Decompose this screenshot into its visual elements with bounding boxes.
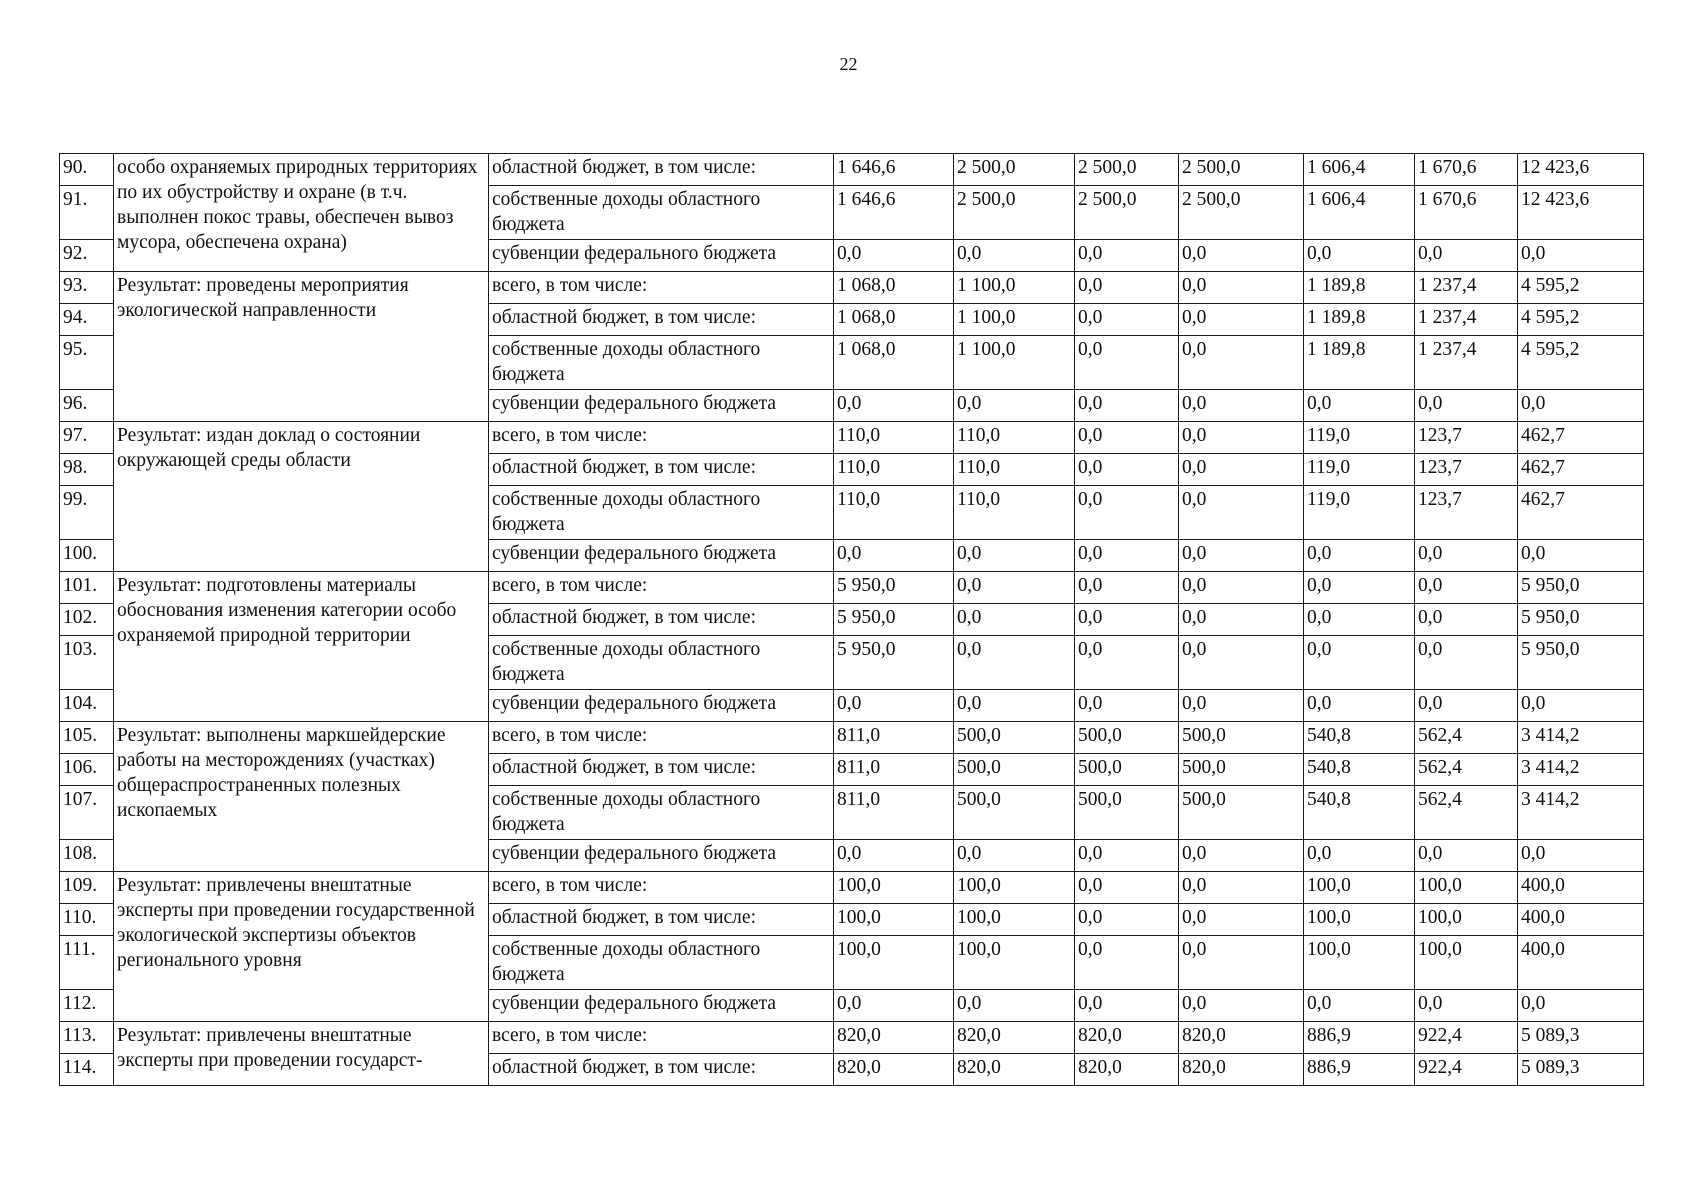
year-value: 500,0 bbox=[954, 754, 1075, 786]
row-number: 110. bbox=[60, 904, 114, 936]
table-row bbox=[60, 872, 1644, 904]
table-row bbox=[60, 422, 1644, 454]
row-number: 109. bbox=[60, 872, 114, 904]
year-value: 0,0 bbox=[1415, 390, 1518, 422]
year-value: 0,0 bbox=[1075, 454, 1179, 486]
year-value: 0,0 bbox=[1304, 540, 1415, 572]
funding-source: областной бюджет, в том числе: bbox=[489, 1054, 834, 1086]
year-value: 540,8 bbox=[1304, 786, 1415, 840]
year-value: 2 500,0 bbox=[1075, 154, 1179, 186]
year-value: 110,0 bbox=[834, 454, 954, 486]
year-value: 0,0 bbox=[834, 990, 954, 1022]
year-value: 110,0 bbox=[954, 422, 1075, 454]
year-value: 0,0 bbox=[1415, 572, 1518, 604]
year-value: 1 670,6 bbox=[1415, 186, 1518, 240]
row-number: 102. bbox=[60, 604, 114, 636]
year-value: 1 100,0 bbox=[954, 336, 1075, 390]
year-value: 811,0 bbox=[834, 722, 954, 754]
total-value: 0,0 bbox=[1518, 990, 1644, 1022]
total-value: 0,0 bbox=[1518, 240, 1644, 272]
year-value: 0,0 bbox=[1075, 240, 1179, 272]
funding-source: областной бюджет, в том числе: bbox=[489, 904, 834, 936]
year-value: 1 646,6 bbox=[834, 154, 954, 186]
year-value: 100,0 bbox=[954, 936, 1075, 990]
total-value: 462,7 bbox=[1518, 422, 1644, 454]
year-value: 0,0 bbox=[1304, 840, 1415, 872]
total-value: 4 595,2 bbox=[1518, 336, 1644, 390]
year-value: 100,0 bbox=[954, 872, 1075, 904]
total-value: 0,0 bbox=[1518, 840, 1644, 872]
total-value: 462,7 bbox=[1518, 454, 1644, 486]
year-value: 123,7 bbox=[1415, 486, 1518, 540]
total-value: 400,0 bbox=[1518, 904, 1644, 936]
year-value: 0,0 bbox=[1304, 572, 1415, 604]
year-value: 1 237,4 bbox=[1415, 272, 1518, 304]
year-value: 0,0 bbox=[1075, 422, 1179, 454]
year-value: 2 500,0 bbox=[954, 154, 1075, 186]
year-value: 0,0 bbox=[1075, 604, 1179, 636]
year-value: 0,0 bbox=[1075, 872, 1179, 904]
year-value: 540,8 bbox=[1304, 722, 1415, 754]
year-value: 0,0 bbox=[834, 690, 954, 722]
year-value: 119,0 bbox=[1304, 422, 1415, 454]
year-value: 0,0 bbox=[954, 540, 1075, 572]
row-number: 97. bbox=[60, 422, 114, 454]
total-value: 5 950,0 bbox=[1518, 572, 1644, 604]
year-value: 500,0 bbox=[1179, 786, 1304, 840]
funding-source: областной бюджет, в том числе: bbox=[489, 304, 834, 336]
year-value: 0,0 bbox=[1304, 636, 1415, 690]
year-value: 2 500,0 bbox=[954, 186, 1075, 240]
year-value: 0,0 bbox=[1075, 840, 1179, 872]
row-number: 103. bbox=[60, 636, 114, 690]
year-value: 100,0 bbox=[1415, 936, 1518, 990]
total-value: 4 595,2 bbox=[1518, 304, 1644, 336]
year-value: 0,0 bbox=[834, 840, 954, 872]
funding-source: субвенции федерального бюджета bbox=[489, 990, 834, 1022]
year-value: 0,0 bbox=[1415, 604, 1518, 636]
row-number: 98. bbox=[60, 454, 114, 486]
funding-source: собственные доходы областного бюджета bbox=[489, 336, 834, 390]
year-value: 0,0 bbox=[1075, 936, 1179, 990]
year-value: 0,0 bbox=[1075, 390, 1179, 422]
total-value: 0,0 bbox=[1518, 690, 1644, 722]
year-value: 922,4 bbox=[1415, 1022, 1518, 1054]
total-value: 12 423,6 bbox=[1518, 154, 1644, 186]
year-value: 820,0 bbox=[1179, 1022, 1304, 1054]
year-value: 500,0 bbox=[1179, 754, 1304, 786]
result-description: Результат: выполнены маркшейдерские работы на месторождениях (участках) общераспространенных полезных ископаемых bbox=[114, 722, 489, 872]
year-value: 123,7 bbox=[1415, 422, 1518, 454]
year-value: 811,0 bbox=[834, 786, 954, 840]
year-value: 820,0 bbox=[1075, 1022, 1179, 1054]
year-value: 0,0 bbox=[1415, 636, 1518, 690]
year-value: 500,0 bbox=[1075, 754, 1179, 786]
row-number: 113. bbox=[60, 1022, 114, 1054]
total-value: 5 089,3 bbox=[1518, 1022, 1644, 1054]
row-number: 101. bbox=[60, 572, 114, 604]
year-value: 0,0 bbox=[1179, 904, 1304, 936]
funding-source: областной бюджет, в том числе: bbox=[489, 454, 834, 486]
total-value: 3 414,2 bbox=[1518, 722, 1644, 754]
row-number: 99. bbox=[60, 486, 114, 540]
year-value: 0,0 bbox=[1075, 690, 1179, 722]
row-number: 106. bbox=[60, 754, 114, 786]
table-row bbox=[60, 154, 1644, 186]
year-value: 0,0 bbox=[1179, 454, 1304, 486]
row-number: 96. bbox=[60, 390, 114, 422]
year-value: 1 068,0 bbox=[834, 272, 954, 304]
row-number: 91. bbox=[60, 186, 114, 240]
year-value: 123,7 bbox=[1415, 454, 1518, 486]
year-value: 0,0 bbox=[954, 840, 1075, 872]
year-value: 0,0 bbox=[1075, 990, 1179, 1022]
year-value: 1 646,6 bbox=[834, 186, 954, 240]
total-value: 400,0 bbox=[1518, 936, 1644, 990]
year-value: 0,0 bbox=[1179, 636, 1304, 690]
year-value: 0,0 bbox=[1304, 390, 1415, 422]
year-value: 886,9 bbox=[1304, 1054, 1415, 1086]
year-value: 110,0 bbox=[954, 454, 1075, 486]
year-value: 100,0 bbox=[1304, 936, 1415, 990]
funding-source: собственные доходы областного бюджета bbox=[489, 486, 834, 540]
table-row bbox=[60, 572, 1644, 604]
row-number: 90. bbox=[60, 154, 114, 186]
year-value: 0,0 bbox=[1415, 840, 1518, 872]
result-description: Результат: проведены мероприятия экологической направленности bbox=[114, 272, 489, 422]
year-value: 119,0 bbox=[1304, 486, 1415, 540]
year-value: 1 189,8 bbox=[1304, 336, 1415, 390]
year-value: 100,0 bbox=[834, 936, 954, 990]
year-value: 110,0 bbox=[834, 486, 954, 540]
year-value: 0,0 bbox=[954, 636, 1075, 690]
year-value: 922,4 bbox=[1415, 1054, 1518, 1086]
row-number: 111. bbox=[60, 936, 114, 990]
year-value: 0,0 bbox=[1304, 604, 1415, 636]
year-value: 820,0 bbox=[834, 1054, 954, 1086]
year-value: 0,0 bbox=[1179, 572, 1304, 604]
year-value: 0,0 bbox=[1075, 904, 1179, 936]
year-value: 0,0 bbox=[1415, 690, 1518, 722]
total-value: 3 414,2 bbox=[1518, 786, 1644, 840]
year-value: 820,0 bbox=[954, 1022, 1075, 1054]
year-value: 1 606,4 bbox=[1304, 186, 1415, 240]
row-number: 105. bbox=[60, 722, 114, 754]
total-value: 400,0 bbox=[1518, 872, 1644, 904]
funding-source: всего, в том числе: bbox=[489, 872, 834, 904]
year-value: 100,0 bbox=[834, 872, 954, 904]
row-number: 104. bbox=[60, 690, 114, 722]
year-value: 0,0 bbox=[954, 604, 1075, 636]
year-value: 5 950,0 bbox=[834, 604, 954, 636]
year-value: 820,0 bbox=[834, 1022, 954, 1054]
year-value: 0,0 bbox=[1075, 272, 1179, 304]
year-value: 1 100,0 bbox=[954, 272, 1075, 304]
funding-source: всего, в том числе: bbox=[489, 572, 834, 604]
funding-source: областной бюджет, в том числе: bbox=[489, 154, 834, 186]
year-value: 100,0 bbox=[1415, 872, 1518, 904]
year-value: 500,0 bbox=[1075, 722, 1179, 754]
year-value: 0,0 bbox=[1304, 240, 1415, 272]
funding-source: собственные доходы областного бюджета bbox=[489, 786, 834, 840]
row-number: 92. bbox=[60, 240, 114, 272]
year-value: 500,0 bbox=[954, 722, 1075, 754]
year-value: 2 500,0 bbox=[1075, 186, 1179, 240]
year-value: 0,0 bbox=[954, 990, 1075, 1022]
year-value: 820,0 bbox=[1179, 1054, 1304, 1086]
page-number: 22 bbox=[839, 54, 858, 74]
table-row bbox=[60, 272, 1644, 304]
funding-source: собственные доходы областного бюджета bbox=[489, 186, 834, 240]
year-value: 820,0 bbox=[1075, 1054, 1179, 1086]
year-value: 0,0 bbox=[1304, 690, 1415, 722]
year-value: 0,0 bbox=[1179, 872, 1304, 904]
year-value: 119,0 bbox=[1304, 454, 1415, 486]
year-value: 0,0 bbox=[1179, 486, 1304, 540]
year-value: 811,0 bbox=[834, 754, 954, 786]
year-value: 100,0 bbox=[1304, 872, 1415, 904]
year-value: 886,9 bbox=[1304, 1022, 1415, 1054]
row-number: 107. bbox=[60, 786, 114, 840]
total-value: 4 595,2 bbox=[1518, 272, 1644, 304]
year-value: 1 068,0 bbox=[834, 304, 954, 336]
year-value: 0,0 bbox=[1304, 990, 1415, 1022]
year-value: 110,0 bbox=[954, 486, 1075, 540]
result-description: Результат: подготовлены материалы обоснования изменения категории особо охраняемой природной территории bbox=[114, 572, 489, 722]
year-value: 562,4 bbox=[1415, 722, 1518, 754]
row-number: 114. bbox=[60, 1054, 114, 1086]
year-value: 0,0 bbox=[1075, 486, 1179, 540]
row-number: 108. bbox=[60, 840, 114, 872]
year-value: 110,0 bbox=[834, 422, 954, 454]
year-value: 0,0 bbox=[1179, 840, 1304, 872]
year-value: 500,0 bbox=[954, 786, 1075, 840]
year-value: 2 500,0 bbox=[1179, 186, 1304, 240]
year-value: 0,0 bbox=[1075, 540, 1179, 572]
year-value: 0,0 bbox=[1415, 240, 1518, 272]
funding-source: всего, в том числе: bbox=[489, 1022, 834, 1054]
funding-source: субвенции федерального бюджета bbox=[489, 540, 834, 572]
year-value: 1 189,8 bbox=[1304, 272, 1415, 304]
year-value: 2 500,0 bbox=[1179, 154, 1304, 186]
funding-source: субвенции федерального бюджета bbox=[489, 690, 834, 722]
funding-source: субвенции федерального бюджета bbox=[489, 240, 834, 272]
row-number: 112. bbox=[60, 990, 114, 1022]
row-number: 93. bbox=[60, 272, 114, 304]
result-description: Результат: привлечены внештатные эксперты при проведении государственной экологической экспертизы объектов регионального уровня bbox=[114, 872, 489, 1022]
table-row bbox=[60, 722, 1644, 754]
funding-source: областной бюджет, в том числе: bbox=[489, 754, 834, 786]
year-value: 0,0 bbox=[954, 390, 1075, 422]
year-value: 0,0 bbox=[834, 390, 954, 422]
funding-source: субвенции федерального бюджета bbox=[489, 840, 834, 872]
year-value: 0,0 bbox=[1075, 636, 1179, 690]
year-value: 0,0 bbox=[1179, 336, 1304, 390]
result-description: Результат: издан доклад о состоянии окружающей среды области bbox=[114, 422, 489, 572]
funding-source: собственные доходы областного бюджета bbox=[489, 636, 834, 690]
year-value: 562,4 bbox=[1415, 786, 1518, 840]
total-value: 0,0 bbox=[1518, 390, 1644, 422]
year-value: 0,0 bbox=[1415, 540, 1518, 572]
total-value: 0,0 bbox=[1518, 540, 1644, 572]
total-value: 5 950,0 bbox=[1518, 604, 1644, 636]
year-value: 0,0 bbox=[1179, 390, 1304, 422]
year-value: 540,8 bbox=[1304, 754, 1415, 786]
year-value: 1 189,8 bbox=[1304, 304, 1415, 336]
year-value: 0,0 bbox=[1075, 336, 1179, 390]
year-value: 562,4 bbox=[1415, 754, 1518, 786]
total-value: 5 950,0 bbox=[1518, 636, 1644, 690]
year-value: 0,0 bbox=[1179, 540, 1304, 572]
row-number: 100. bbox=[60, 540, 114, 572]
year-value: 0,0 bbox=[1179, 272, 1304, 304]
result-description: Результат: привлечены внештатные эксперты при проведении государст- bbox=[114, 1022, 489, 1086]
year-value: 5 950,0 bbox=[834, 636, 954, 690]
year-value: 0,0 bbox=[1179, 304, 1304, 336]
result-description: особо охраняемых природных территориях по их обустройству и охране (в т.ч. выполнен покос травы, обеспечен вывоз мусора, обеспечена охрана) bbox=[114, 154, 489, 272]
year-value: 100,0 bbox=[954, 904, 1075, 936]
year-value: 1 670,6 bbox=[1415, 154, 1518, 186]
budget-table bbox=[59, 153, 1644, 1086]
funding-source: всего, в том числе: bbox=[489, 272, 834, 304]
year-value: 100,0 bbox=[834, 904, 954, 936]
total-value: 3 414,2 bbox=[1518, 754, 1644, 786]
year-value: 820,0 bbox=[954, 1054, 1075, 1086]
funding-source: всего, в том числе: bbox=[489, 422, 834, 454]
year-value: 100,0 bbox=[1415, 904, 1518, 936]
year-value: 5 950,0 bbox=[834, 572, 954, 604]
year-value: 500,0 bbox=[1075, 786, 1179, 840]
total-value: 462,7 bbox=[1518, 486, 1644, 540]
year-value: 0,0 bbox=[1179, 690, 1304, 722]
year-value: 0,0 bbox=[834, 240, 954, 272]
year-value: 0,0 bbox=[1179, 936, 1304, 990]
year-value: 1 237,4 bbox=[1415, 304, 1518, 336]
year-value: 0,0 bbox=[1179, 240, 1304, 272]
year-value: 1 100,0 bbox=[954, 304, 1075, 336]
year-value: 0,0 bbox=[1179, 604, 1304, 636]
year-value: 0,0 bbox=[1179, 990, 1304, 1022]
year-value: 1 068,0 bbox=[834, 336, 954, 390]
total-value: 5 089,3 bbox=[1518, 1054, 1644, 1086]
table-row bbox=[60, 1022, 1644, 1054]
year-value: 100,0 bbox=[1304, 904, 1415, 936]
year-value: 0,0 bbox=[1415, 990, 1518, 1022]
funding-source: всего, в том числе: bbox=[489, 722, 834, 754]
funding-source: субвенции федерального бюджета bbox=[489, 390, 834, 422]
total-value: 12 423,6 bbox=[1518, 186, 1644, 240]
year-value: 0,0 bbox=[834, 540, 954, 572]
funding-source: областной бюджет, в том числе: bbox=[489, 604, 834, 636]
year-value: 1 606,4 bbox=[1304, 154, 1415, 186]
year-value: 0,0 bbox=[954, 690, 1075, 722]
year-value: 0,0 bbox=[1179, 422, 1304, 454]
row-number: 95. bbox=[60, 336, 114, 390]
funding-source: собственные доходы областного бюджета bbox=[489, 936, 834, 990]
year-value: 500,0 bbox=[1179, 722, 1304, 754]
year-value: 1 237,4 bbox=[1415, 336, 1518, 390]
row-number: 94. bbox=[60, 304, 114, 336]
year-value: 0,0 bbox=[954, 572, 1075, 604]
year-value: 0,0 bbox=[1075, 304, 1179, 336]
year-value: 0,0 bbox=[954, 240, 1075, 272]
year-value: 0,0 bbox=[1075, 572, 1179, 604]
